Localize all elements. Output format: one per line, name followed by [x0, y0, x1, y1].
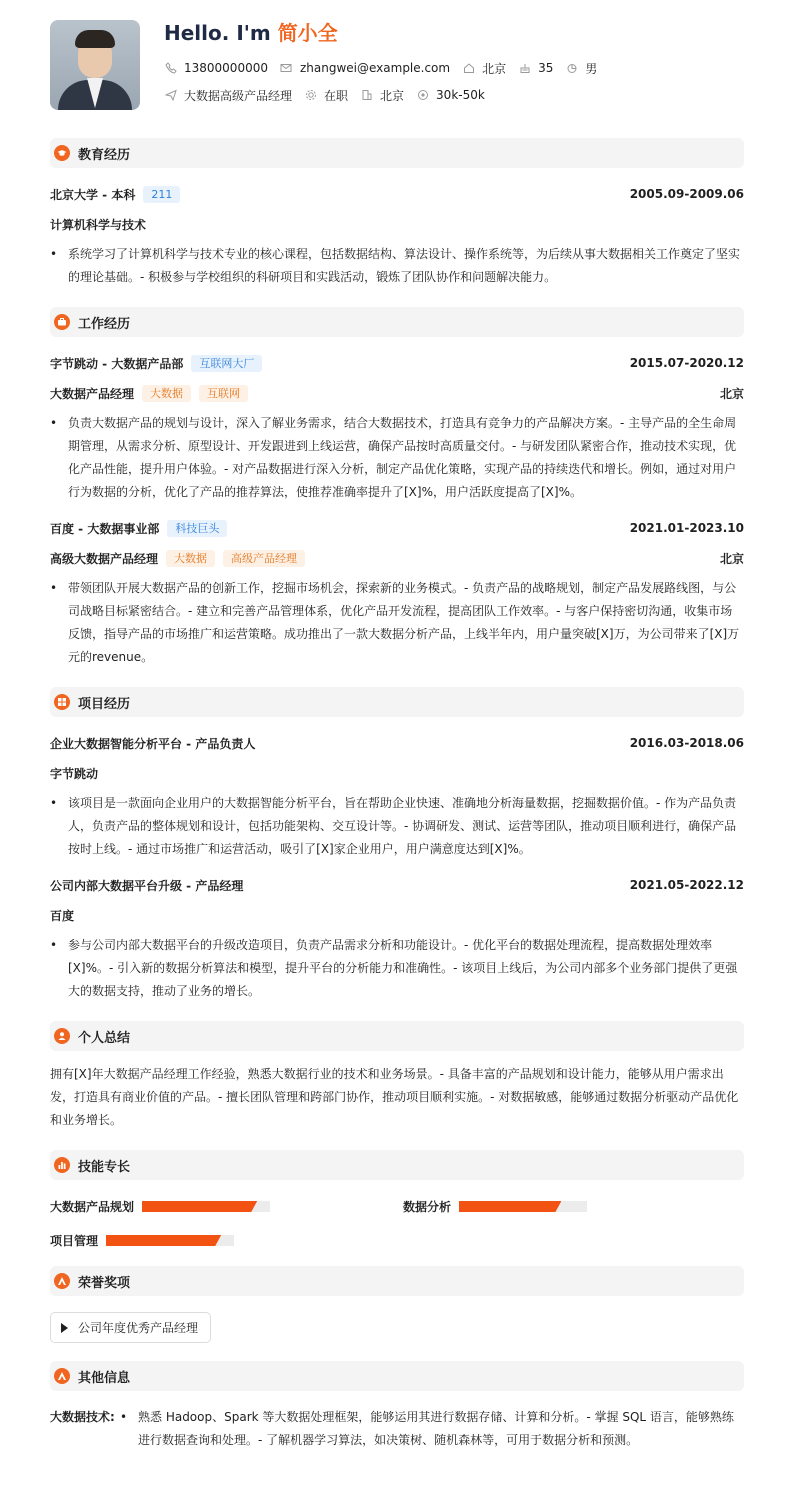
role-tag: 互联网 [199, 385, 248, 402]
home-icon [462, 62, 475, 75]
play-icon [61, 1323, 68, 1333]
awards-header [50, 1266, 744, 1296]
skills-header [50, 1150, 744, 1180]
medal-icon [54, 1368, 70, 1384]
send-icon [164, 89, 177, 102]
bar-chart-icon [54, 1157, 70, 1173]
page-title [164, 20, 609, 48]
gender-icon [565, 62, 578, 75]
avatar [50, 20, 140, 110]
position-item [164, 87, 292, 104]
project-company: 百度 [50, 908, 75, 923]
projects-header [50, 687, 744, 717]
age-value: 35 [538, 61, 554, 75]
work-city: 北京 [719, 551, 744, 566]
other-title: 其他信息 [78, 1370, 131, 1386]
award-item[interactable] [50, 1312, 211, 1343]
company-name: 百度 - 大数据事业部 [50, 521, 160, 536]
medal-icon [54, 1273, 70, 1289]
role-tag: 大数据 [142, 385, 191, 402]
project-name: 企业大数据智能分析平台 - 产品负责人 [50, 736, 256, 751]
email-address: zhangwei@example.com [299, 61, 451, 75]
project-name: 公司内部大数据平台升级 - 产品经理 [50, 878, 244, 893]
status-value: 在职 [324, 88, 349, 103]
summary-title: 个人总结 [78, 1030, 131, 1046]
project-item [50, 876, 744, 1003]
mail-icon [280, 62, 293, 75]
skill-fill [106, 1235, 221, 1246]
work-period: 2015.07-2020.12 [629, 356, 744, 370]
other-text: 熟悉 Hadoop、Spark 等大数据处理框架，能够运用其进行数据存储、计算和分析。- 掌握 SQL 语言，能够熟练进行数据查询和处理。- 了解机器学习算法，如决策树、随机森林等，可用于数据分析和预测。 [138, 1410, 734, 1447]
skills-list [50, 1180, 744, 1250]
work-section [50, 307, 744, 669]
graduation-cap-icon [54, 145, 70, 161]
skill-bar [459, 1201, 587, 1212]
city-value: 北京 [380, 88, 405, 103]
project-period: 2021.05-2022.12 [629, 878, 744, 892]
city-item [360, 87, 404, 104]
major-row [50, 215, 744, 233]
skill-fill [459, 1201, 561, 1212]
project-company: 字节跳动 [50, 766, 99, 781]
awards-title: 荣誉奖项 [78, 1275, 131, 1291]
candidate-name: 简小全 [277, 21, 338, 45]
company-name: 字节跳动 - 大数据产品部 [50, 356, 184, 371]
skill-name: 项目管理 [50, 1234, 99, 1248]
phone-item [164, 61, 268, 75]
job-row [164, 87, 609, 103]
project-period: 2016.03-2018.06 [629, 736, 744, 750]
skill-item [50, 1232, 234, 1249]
work-header [50, 307, 744, 337]
work-city: 北京 [719, 386, 744, 401]
briefcase-icon [54, 314, 70, 330]
skill-bar [142, 1201, 270, 1212]
skill-bar [106, 1235, 234, 1246]
skills-section [50, 1150, 744, 1250]
work-desc: • 负责大数据产品的规划与设计，深入了解业务需求，结合大数据技术，打造具有竞争力的产品解决方案。- 主导产品的全生命周期管理，从需求分析、原型设计、开发跟进到上线运营，确保产品按时高质量交付。- 与研发团队紧密合作，推动技术实现，优化产品性能，提升用户体验。- 对产品数据进行深入分析，制定产品优化策略，实现产品的持续迭代和增长。例如，通过对用户行为数据的分析，优化了产品的推荐算法，使推荐准确率提升了[X]%，用户活跃度提高了[X]%。 [50, 416, 737, 499]
other-header [50, 1361, 744, 1391]
work-item [50, 354, 744, 504]
summary-header [50, 1021, 744, 1051]
summary-text: 拥有[X]年大数据产品经理工作经验，熟悉大数据行业的技术和业务场景。- 具备丰富的产品规划和设计能力，能够从用户需求出发，打造具有商业价值的产品。- 擅长团队管理和跨部门协作，推动项目顺利实施。- 对数据敏感，能够通过数据分析驱动产品优化和业务增长。 [50, 1067, 739, 1127]
work-title: 工作经历 [78, 316, 131, 332]
location-value: 北京 [482, 61, 507, 76]
skill-name: 大数据产品规划 [50, 1200, 135, 1214]
gender-value: 男 [585, 61, 598, 76]
job-role: 高级大数据产品经理 [50, 551, 159, 566]
email-item [280, 61, 450, 75]
job-role: 大数据产品经理 [50, 386, 135, 401]
other-section [50, 1361, 744, 1452]
resume-header [50, 20, 744, 120]
gear-icon [304, 89, 317, 102]
work-item [50, 519, 744, 669]
education-section [50, 138, 744, 289]
company-tag: 科技巨头 [167, 520, 227, 537]
salary-value: 30k-50k [436, 88, 485, 102]
grid-icon [54, 694, 70, 710]
project-desc: • 该项目是一款面向企业用户的大数据智能分析平台，旨在帮助企业快速、准确地分析海量数据，挖掘数据价值。- 作为产品负责人，负责产品的整体规划和设计，包括功能架构、交互设计等。- 协调研发、测试、运营等团队，推动项目顺利进行，确保产品按时上线。- 通过市场推广和运营活动，吸引了[X]家企业用户，用户满意度达到[X]%。 [50, 796, 737, 856]
header-info [164, 20, 609, 103]
education-period: 2005.09-2009.06 [629, 187, 744, 201]
work-desc: • 带领团队开展大数据产品的创新工作，挖掘市场机会，探索新的业务模式。- 负责产品的战略规划，制定产品发展路线图，与公司战略目标紧密结合。- 建立和完善产品管理体系，优化产品开发流程，提高团队工作效率。- 与客户保持密切沟通，收集市场反馈，指导产品的市场推广和运营策略。成功推出了一款大数据分析产品，上线半年内，用户量突破[X]万，为公司带来了[X]万元的revenue。 [50, 581, 740, 664]
status-item [304, 87, 348, 104]
location-item [462, 60, 506, 77]
education-desc: • 系统学习了计算机科学与技术专业的核心课程，包括数据结构、算法设计、操作系统等，为后续从事大数据相关工作奠定了坚实的理论基础。- 积极参与学校组织的科研项目和实践活动，锻炼了团队协作和问题解决能力。 [50, 247, 741, 284]
gender-item [565, 60, 597, 77]
position-value: 大数据高级产品经理 [184, 88, 293, 103]
projects-section [50, 687, 744, 1003]
awards-section [50, 1266, 744, 1343]
major-name: 计算机科学与技术 [50, 217, 147, 232]
greeting: Hello. I'm [164, 21, 271, 45]
user-icon [54, 1028, 70, 1044]
building-icon [360, 89, 373, 102]
education-row [50, 185, 744, 203]
age-item [518, 61, 553, 75]
skill-name: 数据分析 [403, 1200, 452, 1214]
project-desc: • 参与公司内部大数据平台的升级改造项目，负责产品需求分析和功能设计。- 优化平台的数据处理流程，提高数据处理效率[X]%。- 引入新的数据分析算法和模型，提升平台的分析能力和准确性。- 该项目上线后，为公司内部多个业务部门提供了更强大的数据支持，推动了业务的增长。 [50, 938, 738, 998]
contact-row [164, 60, 609, 76]
role-tag: 高级产品经理 [223, 550, 305, 567]
company-tag: 互联网大厂 [191, 355, 262, 372]
education-header [50, 138, 744, 168]
other-row: 大数据技术: • 熟悉 Hadoop、Spark 等大数据处理框架，能够运用其进行数据存储、计算和分析。- 掌握 SQL 语言，能够熟练进行数据查询和处理。- 了解机器学习算法，如决策树、随机森林等，可用于数据分析和预测。 [50, 1406, 744, 1452]
salary-item [416, 88, 485, 102]
project-item [50, 734, 744, 861]
school-tag: 211 [143, 186, 180, 203]
education-title: 教育经历 [78, 147, 131, 163]
projects-title: 项目经历 [78, 696, 131, 712]
coin-icon [416, 89, 429, 102]
cake-icon [518, 62, 531, 75]
phone-icon [164, 62, 177, 75]
other-label: 大数据技术: [50, 1410, 115, 1424]
summary-section [50, 1021, 744, 1132]
skill-item [50, 1198, 270, 1215]
skill-fill [142, 1201, 257, 1212]
phone-number: 13800000000 [184, 61, 268, 75]
award-label: 公司年度优秀产品经理 [78, 1321, 199, 1335]
skills-title: 技能专长 [78, 1159, 131, 1175]
skill-item [403, 1198, 587, 1215]
role-tag: 大数据 [166, 550, 215, 567]
work-period: 2021.01-2023.10 [629, 521, 744, 535]
school-name: 北京大学 - 本科 [50, 187, 136, 202]
